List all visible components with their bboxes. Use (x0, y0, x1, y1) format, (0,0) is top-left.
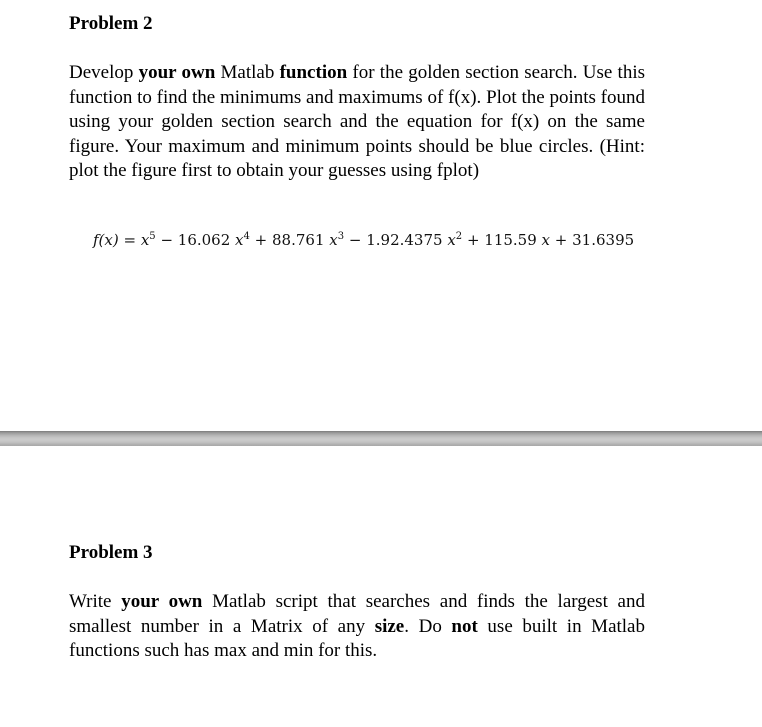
emphasis-text: not (451, 615, 478, 637)
text-run: . Do (404, 615, 452, 637)
equation-term: + 31.6395 (550, 231, 635, 249)
text-run: Matlab (215, 62, 280, 83)
emphasis-text: your own (138, 62, 216, 83)
equation-term: $x^5$ (140, 231, 156, 249)
problem-2-heading: Problem 2 (69, 13, 153, 34)
equation-term: − 16.062 $x^4$ (155, 231, 250, 249)
page-break-separator (0, 431, 762, 446)
emphasis-text: function (279, 62, 348, 83)
text-run: for the golden section search. Use this function to find the minimums and maximums of f(x). Plot the points found using your golden section search and the equation for f(x) on the same figure. Your maximum and minimum points should be blue circles. (Hint: plot the figure first to obtain your guesses using fplot) (69, 62, 645, 181)
text-run: Develop (69, 62, 139, 83)
equation-term: + 88.761 $x^3$ (249, 231, 345, 249)
text-run: use built in Matlab functions such has max and min for this. (69, 615, 645, 661)
problem-3-description (69, 590, 645, 664)
problem-2-description (69, 61, 645, 184)
problem-3-heading: Problem 3 (69, 542, 153, 563)
emphasis-text: your own (121, 591, 203, 612)
polynomial-equation (93, 229, 634, 251)
equation-lhs: f(x) = (93, 231, 141, 249)
equation-term: − 1.92.4375 $x^2$ (344, 231, 463, 249)
text-run: Write (69, 591, 122, 612)
page-section-problem-3 (0, 446, 762, 727)
text-run: Matlab script that searches and finds the largest and smallest number in a Matrix of any (69, 591, 645, 637)
emphasis-text: size (374, 615, 405, 637)
equation-term: + 115.59 x (462, 231, 551, 249)
